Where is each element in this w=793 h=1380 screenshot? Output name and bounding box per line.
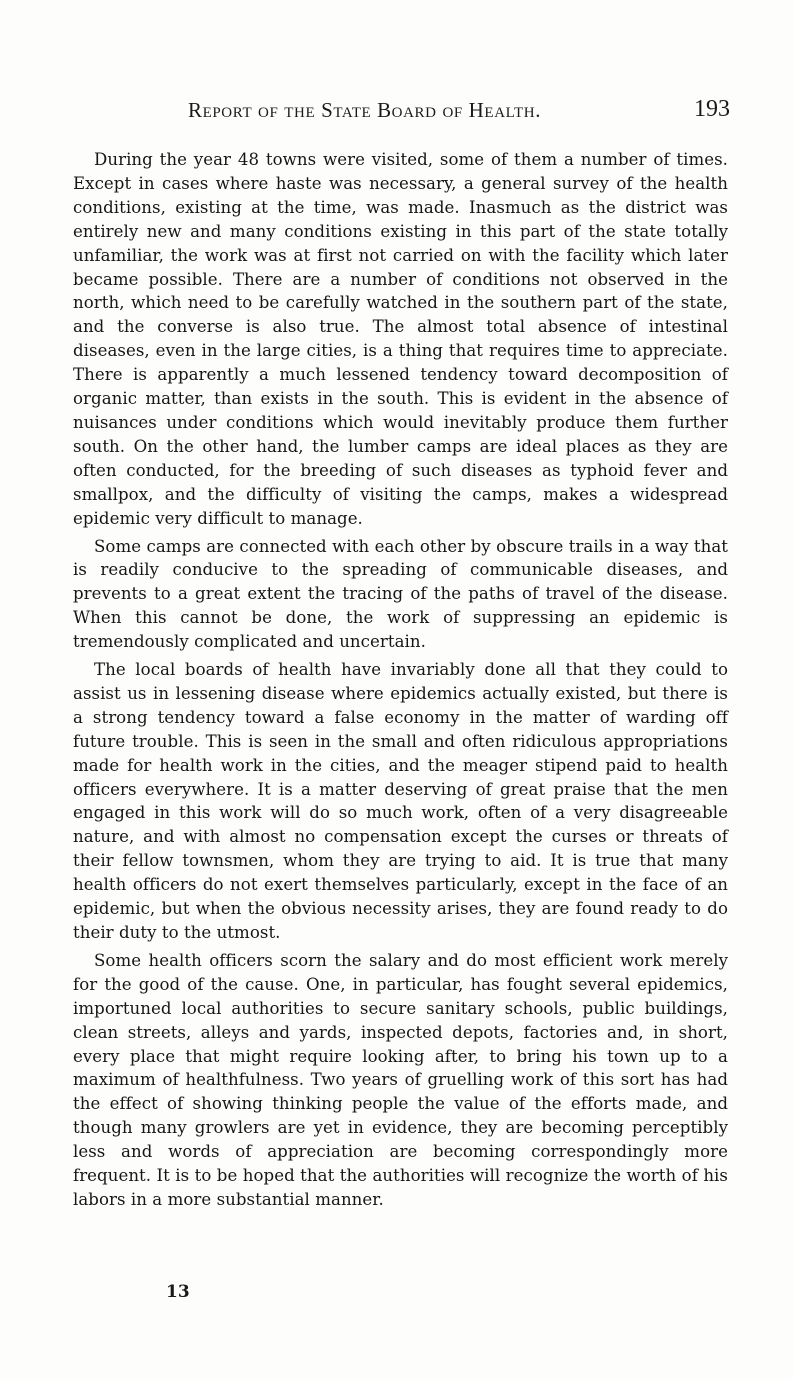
paragraph-district-survey: During the year 48 towns were visited, some of them a number of times. Except in cases where haste was necessary, a general survey of the health conditions, existing at the time, was made. Inasmuch as the district was entirely new and many conditions existing in this part of the state totally unfamiliar, the work was at first not carried on with the facility which later became possible. There are a number of conditions not observed in the north, which need to be carefully watched in the southern part of the state, and the converse is also true. The almost total absence of intestinal diseases, even in the large cities, is a thing that requires time to appreciate. There is apparently a much lessened tendency toward decomposition of organic matter, than exists in the south. This is evident in the absence of nuisances under conditions which would inevitably produce them further south. On the other hand, the lumber camps are ideal places as they are often conducted, for the breeding of such diseases as typhoid fever and smallpox, and the difficulty of visiting the camps, makes a widespread epidemic very difficult to manage. (73, 150, 728, 528)
paragraph-health-officers: Some health officers scorn the salary and do most efficient work merely for the good of the cause. One, in particular, has fought several epidemics, importuned local authorities to secure sanitary schools, public buildings, clean streets, alleys and yards, inspected depots, factories and, in short, every place that might require looking after, to bring his town up to a maximum of healthfulness. Two years of gruelling work of this sort has had the effect of showing thinking people the value of the efforts made, and though many growlers are yet in evidence, they are becoming perceptibly less and words of appreciation are becoming correspondingly more frequent. It is to be hoped that the authorities will recognize the worth of his labors in a more substantial manner. (73, 950, 728, 1209)
paragraph-local-boards: The local boards of health have invariably done all that they could to assist us in lessening disease where epidemics actually existed, but there is a strong tendency toward a false economy in the matter of warding off future trouble. This is seen in the small and often ridiculous appropriations made for health work in the cities, and the meager stipend paid to health officers everywhere. It is a matter deserving of great praise that the men engaged in this work will do so much work, often of a very disagreeable nature, and with almost no compensation except the curses or threats of their fellow townsmen, whom they are trying to aid. It is true that many health officers do not exert themselves particularly, except in the face of an epidemic, but when the obvious necessity arises, they are found ready to do their duty to the utmost. (73, 660, 728, 942)
signature-mark: 13 (166, 1282, 190, 1302)
body-text (73, 148, 728, 1216)
running-head (188, 98, 730, 128)
page-number: 193 (694, 96, 730, 122)
running-title: Report of the State Board of Health. (188, 98, 542, 122)
paragraph-camp-trails: Some camps are connected with each other by obscure trails in a way that is readily conducive to the spreading of communicable diseases, and prevents to a great extent the tracing of the paths of travel of the disease. When this cannot be done, the work of suppressing an epidemic is tremendously complicated and uncertain. (73, 536, 728, 652)
